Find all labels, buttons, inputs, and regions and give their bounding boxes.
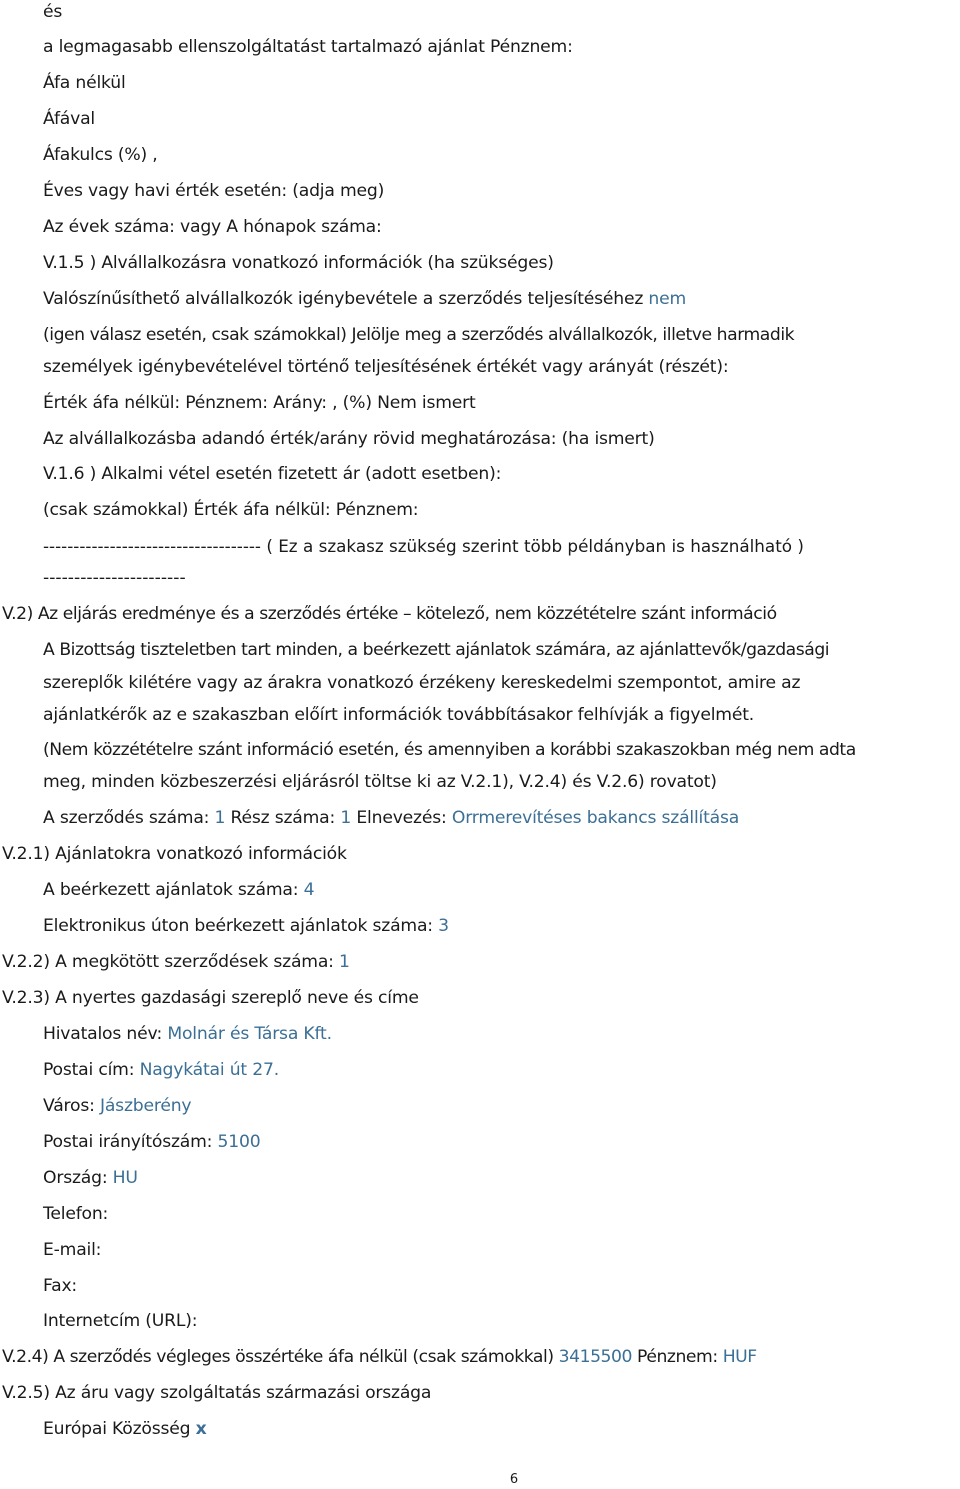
field-label: Európai Közösség bbox=[43, 1419, 191, 1439]
section-heading bbox=[2, 950, 350, 974]
contract-number: 1 bbox=[214, 808, 226, 828]
section-heading: V.1.5 ) Alvállalkozásra vonatkozó információk (ha szükséges) bbox=[43, 253, 554, 273]
section-heading: V.2.1) Ajánlatokra vonatkozó információk bbox=[2, 844, 347, 864]
field-value: HU bbox=[112, 1168, 138, 1188]
text-line bbox=[43, 1058, 279, 1082]
field-label: Ország: bbox=[43, 1168, 108, 1188]
text-line bbox=[43, 1094, 191, 1118]
page-number: 6 bbox=[509, 1472, 519, 1487]
field-label: A szerződés száma: bbox=[43, 808, 210, 828]
text-line bbox=[43, 1022, 332, 1046]
field-label: Elnevezés: bbox=[356, 808, 447, 828]
text-line: a legmagasabb ellenszolgáltatást tartalmazó ajánlat Pénznem: bbox=[43, 37, 573, 57]
field-label: Város: bbox=[43, 1096, 95, 1116]
text-line bbox=[43, 914, 449, 938]
text-line: Internetcím (URL): bbox=[43, 1311, 198, 1331]
text-line: ajánlatkérők az e szakaszban előírt információk továbbításakor felhívják a figyelmét. bbox=[43, 705, 754, 725]
text-line bbox=[43, 878, 314, 902]
field-value: Jászberény bbox=[99, 1096, 192, 1116]
text-line: és bbox=[43, 2, 63, 22]
section-heading: V.2) Az eljárás eredménye és a szerződés értéke – kötelező, nem közzétételre szánt információ bbox=[2, 604, 777, 624]
text-line: Érték áfa nélkül: Pénznem: Arány: , (%) Nem ismert bbox=[43, 393, 476, 413]
text-line: meg, minden közbeszerzési eljárásról töltse ki az V.2.1), V.2.4) és V.2.6) rovatot) bbox=[43, 772, 717, 792]
text-line: Éves vagy havi érték esetén: (adja meg) bbox=[43, 181, 385, 201]
text-line bbox=[43, 287, 686, 311]
field-label: Rész száma: bbox=[230, 808, 336, 828]
field-value: 5100 bbox=[217, 1132, 261, 1152]
text-line: A Bizottság tiszteletben tart minden, a beérkezett ajánlatok számára, az ajánlattevők/gazdasági bbox=[43, 640, 830, 660]
section-heading bbox=[2, 1345, 757, 1369]
text-line: (igen válasz esetén, csak számokkal) Jelölje meg a szerződés alvállalkozók, illetve harmadik bbox=[43, 325, 795, 345]
field-value: Nagykátai út 27. bbox=[139, 1060, 279, 1080]
text-line: Áfával bbox=[43, 109, 96, 129]
text-line: Telefon: bbox=[43, 1204, 109, 1224]
text-line: Áfakulcs (%) , bbox=[43, 145, 158, 165]
field-value: 3 bbox=[438, 916, 449, 936]
field-label: Valószínűsíthető alvállalkozók igénybevétele a szerződés teljesítéséhez bbox=[43, 289, 644, 309]
separator: ----------------------- bbox=[43, 568, 186, 588]
text-line: Az alvállalkozásba adandó érték/arány rövid meghatározása: (ha ismert) bbox=[43, 429, 655, 449]
field-label: Hivatalos név: bbox=[43, 1024, 163, 1044]
text-line: (Nem közzétételre szánt információ esetén, és amennyiben a korábbi szakaszokban még nem adta bbox=[43, 740, 856, 760]
field-value: 4 bbox=[303, 880, 315, 900]
text-line bbox=[43, 1417, 206, 1441]
field-label: V.2.2) A megkötött szerződések száma: bbox=[2, 952, 334, 972]
field-label: Postai irányítószám: bbox=[43, 1132, 213, 1152]
contract-name: Orrmerevítéses bakancs szállítása bbox=[451, 808, 740, 828]
text-line: E-mail: bbox=[43, 1240, 102, 1260]
text-line bbox=[43, 1130, 260, 1154]
field-label: A beérkezett ajánlatok száma: bbox=[43, 880, 299, 900]
field-value: 1 bbox=[339, 952, 350, 972]
section-heading: V.2.5) Az áru vagy szolgáltatás származási országa bbox=[2, 1383, 432, 1403]
checkbox-mark: x bbox=[195, 1419, 207, 1439]
field-label: Pénznem: bbox=[637, 1347, 718, 1367]
text-line: Fax: bbox=[43, 1276, 78, 1296]
field-label: Elektronikus úton beérkezett ajánlatok száma: bbox=[43, 916, 433, 936]
section-heading: V.1.6 ) Alkalmi vétel esetén fizetett ár (adott esetben): bbox=[43, 464, 502, 484]
field-label: Postai cím: bbox=[43, 1060, 135, 1080]
field-value: Molnár és Társa Kft. bbox=[167, 1024, 332, 1044]
total-value: 3415500 bbox=[558, 1347, 633, 1367]
section-heading: V.2.3) A nyertes gazdasági szereplő neve és címe bbox=[2, 988, 419, 1008]
currency: HUF bbox=[722, 1347, 757, 1367]
field-label: V.2.4) A szerződés végleges összértéke áfa nélkül (csak számokkal) bbox=[2, 1347, 554, 1367]
text-line: Az évek száma: vagy A hónapok száma: bbox=[43, 217, 382, 237]
text-line: (csak számokkal) Érték áfa nélkül: Pénznem: bbox=[43, 500, 419, 520]
contract-info bbox=[43, 806, 739, 830]
text-line: szereplők kilétére vagy az árakra vonatkozó érzékeny kereskedelmi szempontot, amire az bbox=[43, 673, 801, 693]
separator-note: ------------------------------------ ( Ez a szakasz szükség szerint több példányban is használható ) bbox=[43, 536, 804, 556]
text-line bbox=[43, 1166, 138, 1190]
part-number: 1 bbox=[340, 808, 352, 828]
field-value: nem bbox=[648, 289, 687, 309]
text-line: személyek igénybevételével történő teljesítésének értékét vagy arányát (részét): bbox=[43, 357, 729, 377]
text-line: Áfa nélkül bbox=[43, 73, 126, 93]
